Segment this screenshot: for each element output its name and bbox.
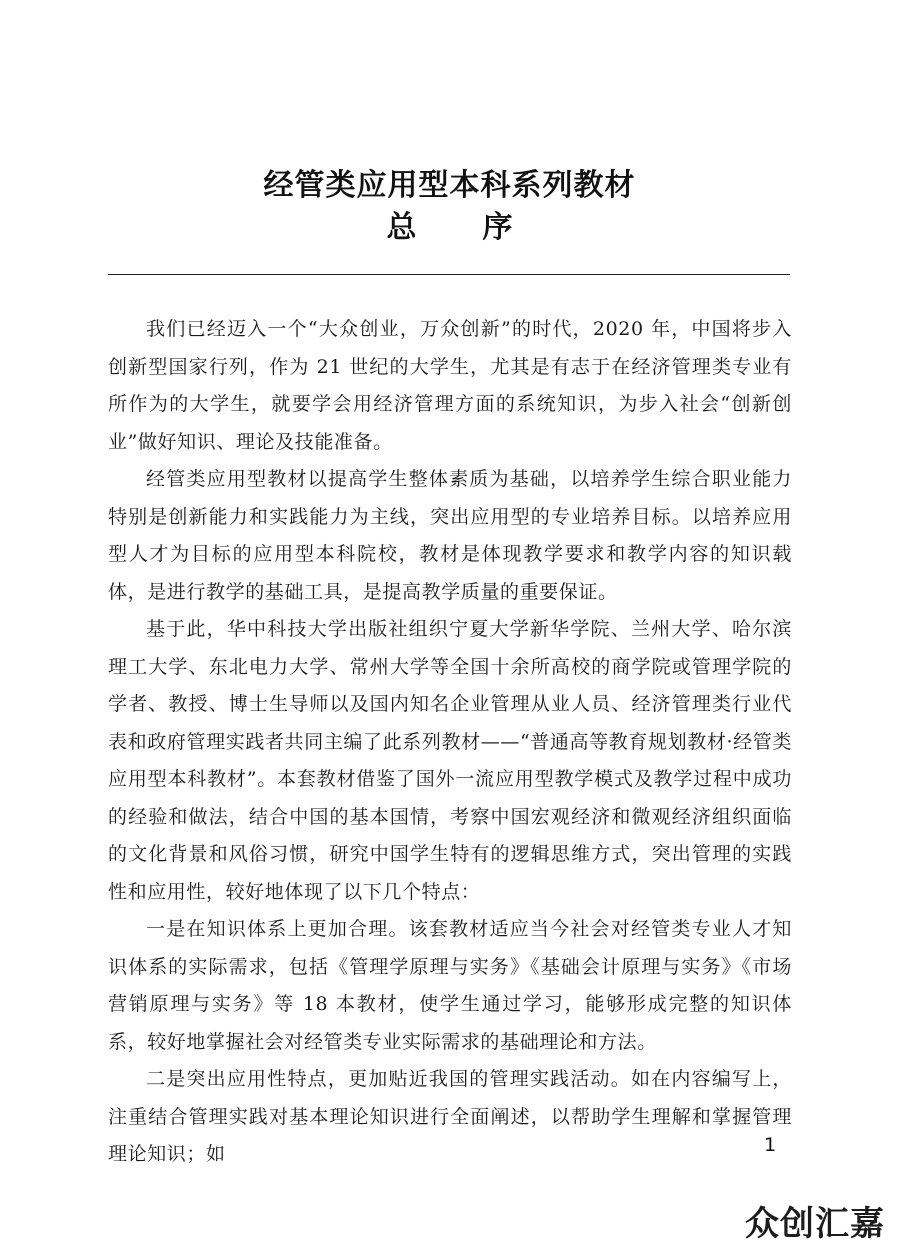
paragraph-2: 经管类应用型教材以提高学生整体素质为基础，以培养学生综合职业能力特别是创新能力和实践能力为主线，突出应用型的专业培养目标。以培养应用型人才为目标的应用型本科院校，教材是体现教学要求和教学内容的知识载体，是进行教学的基础工具，是提高教学质量的重要保证。 xyxy=(108,468,792,603)
page-number: 1 xyxy=(764,1134,777,1156)
preface-heading: 总序 xyxy=(386,210,579,245)
title-divider xyxy=(108,274,790,275)
paragraph-5: 二是突出应用性特点，更加贴近我国的管理实践活动。如在内容编写上，注重结合管理实践对基本理论知识进行全面阐述，以帮助学生理解和掌握管理理论知识；如 xyxy=(108,1068,792,1165)
book-series-title: 经管类应用型本科系列教材 xyxy=(263,168,636,203)
preface-body xyxy=(108,311,792,1174)
paragraph-4: 一是在知识体系上更加合理。该套教材适应当今社会对经管类专业人才知识体系的实际需求，包括《管理学原理与实务》《基础会计原理与实务》《市场营销原理与实务》等 18 本教材，使学生通过学习，能够形成完整的知识体系，较好地掌握社会对经管类专业实际需求的基础理论和方法。 xyxy=(108,918,792,1053)
paragraph-1: 我们已经迈入一个“大众创业，万众创新”的时代，2020 年，中国将步入创新型国家行列，作为 21 世纪的大学生，尤其是有志于在经济管理类专业有所作为的大学生，就要学会用经济管理方面的系统知识，为步入社会“创新创业”做好知识、理论及技能准备。 xyxy=(108,318,792,453)
publisher-watermark: 众创汇嘉 xyxy=(745,1204,885,1244)
paragraph-3: 基于此，华中科技大学出版社组织宁夏大学新华学院、兰州大学、哈尔滨理工大学、东北电力大学、常州大学等全国十余所高校的商学院或管理学院的学者、教授、博士生导师以及国内知名企业管理从业人员、经济管理类行业代表和政府管理实践者共同主编了此系列教材——“普通高等教育规划教材·经管类应用型本科教材”。本套教材借鉴了国外一流应用型教学模式及教学过程中成功的经验和做法，结合中国的基本国情，考察中国宏观经济和微观经济组织面临的文化背景和风俗习惯，研究中国学生特有的逻辑思维方式，突出管理的实践性和应用性，较好地体现了以下几个特点： xyxy=(108,618,792,903)
